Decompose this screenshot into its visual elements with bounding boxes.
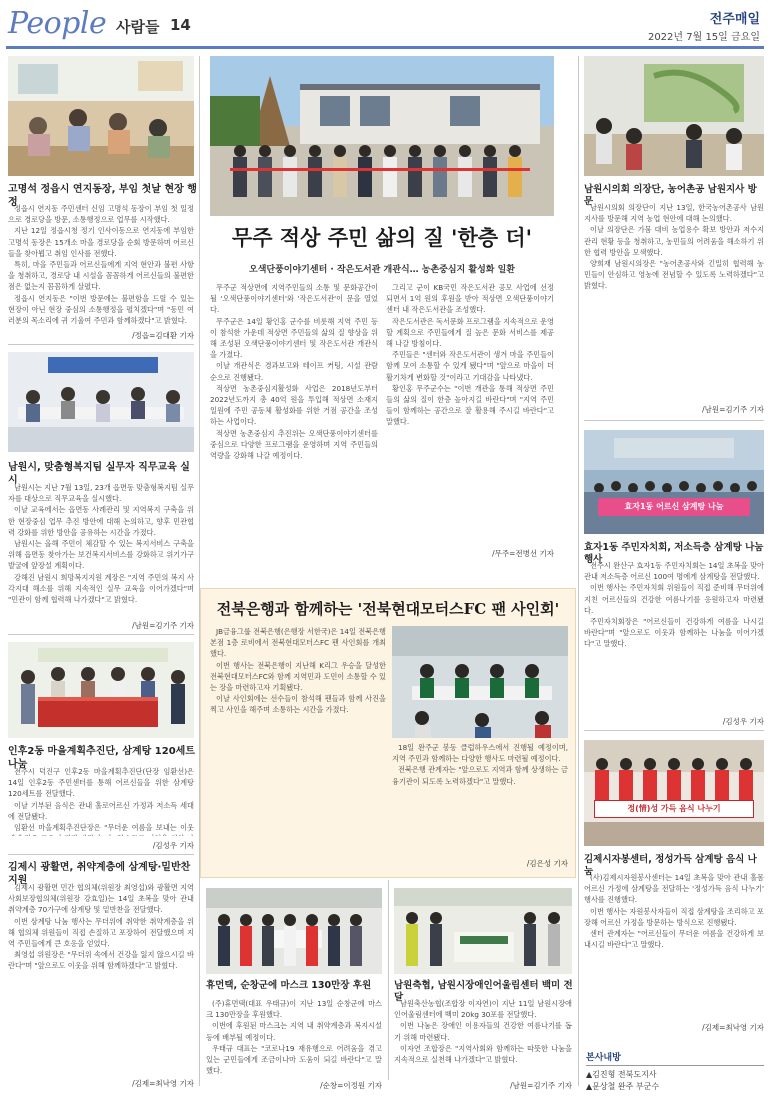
article-byline: /남원=김기주 기자 — [132, 621, 194, 630]
article-photo-elderly-center — [8, 56, 194, 176]
article-body: 전주시 덕진구 인후2동 마을계획추진단(단장 임환선)은 14일 인후2동 주민센터를 통해 어르신들을 위한 삼계탕 120세트를 전달했다. 이날 기부된 음식은 관내 홀로어르신 가정과 저소득 세대에 전달됐다. 임환선 마을계획추진단장은 "무더운 여름을 보내는 이웃 — [8, 767, 194, 833]
article-headline: 남원축협, 남원시장애인어울림센터 백미 전달 — [394, 980, 573, 1003]
column-divider — [388, 880, 389, 1080]
event-banner: 효자1동 어르신 삼계탕 나눔 — [598, 498, 750, 516]
article-photo-training — [8, 352, 194, 452]
column-divider — [199, 56, 200, 1086]
article-byline: /남원=김기주 기자 — [510, 1081, 572, 1090]
article-headline: 휴먼택, 순창군에 마스크 130만장 후원 — [206, 980, 372, 991]
visitors-box — [586, 1050, 764, 1093]
article-byline: /순창=이정원 기자 — [320, 1081, 382, 1090]
page-number: 14 — [170, 16, 191, 34]
article-byline: /김성우 기자 — [152, 841, 194, 850]
main-headline: 무주 적상 주민 삶의 질 '한층 더' — [231, 225, 533, 250]
article-body: (사)김제시자원봉사센터는 14일 초복을 맞아 관내 홀몸어르신 가정에 삼계탕을 전달하는 '정성가득 음식 나누기' 행사를 진행했다. 이번 행사는 자원봉사자들이 직접 삼계탕을 조리하고 포장해 어르신 가정을 방문하는 방식으로 진행됐다. 센터 관계자는 "어르신들이 무더운 여름을 건강하게 보내시길 바란다"고 말했다. — [584, 873, 764, 950]
article-photo-hyoja-event — [584, 430, 764, 534]
article-body: 정읍시 연지동 주민센터 신임 고명석 동장이 부임 첫 일정으로 경로당을 방문, 소통행정으로 업무를 시작했다. 지난 12일 정읍시청 정기 인사이동으로 연지동에 부임한 고명석 동장은 15개소 마을 경로당을 순회 방문하며 어르신들을 찾아뵙고 취임 인사를 전했다. 특히, 마을 주민들과 어르신들에게 지역 현안과 불편 사항을 청취하고, 경로당 내 시설을 꼼꼼하게 어르신들의 불편한 점은 없는지 꼼꼼하게 살폈다. 정읍시 연지동은 "이번 방문에는 불편함을 드릴 수 있는 현장이 아닌 현장 중심의 소통행정을 펼치겠다"며 "동민 여러분의 목소리에 귀 기울여 주민과 함께하겠다"고 밝혔다. — [8, 204, 194, 325]
article-byline: /정읍=김대환 기자 — [132, 331, 194, 340]
feature-body-right: 18일 완주군 봉동 클럽하우스에서 진행될 예정이며, 지역 주민과 함께하는 다양한 행사도 마련될 예정이다. 전북은행 관계자는 "앞으로도 지역과 함께 상생하는 금융기관이 되도록 노력하겠다"고 말했다. — [392, 743, 568, 786]
article-headline: 효자1동 주민자치회, 저소득층 삼계탕 나눔 행사 — [584, 542, 764, 565]
section-title: People — [8, 6, 107, 41]
visitors-label: 본사내방 — [586, 1050, 764, 1066]
article-headline: 인후2동 마을계획추진단, 삼계탕 120세트 나눔 — [8, 746, 195, 770]
article-headline: 남원시, 맞춤형복지팀 실무자 직무교육 실시 — [8, 462, 190, 486]
article-photo-rice-donation — [394, 888, 572, 974]
main-article-body-left: 무주군 적상면에 지역주민들의 소통 및 문화공간이 될 '오색단풍이야기센터'와 '작은도서관'이 문을 열었다. 무주군은 14일 황인홍 군수를 비롯해 지역 주민 등이 참석한 가운데 적상면 주민들의 삶의 질 향상을 위해 조성된 오색단풍이야기센터 및 작은도서관 개관식을 가졌다. 이날 개관식은 경과보고와 테이프 커팅, 시설 관람 순으로 진행됐다. 적상면 농촌중심지활성화 사업은 2018년도부터 2022년도까지 총 40억 원을 투입해 적상면 소재지 일원에 주민 공동체 활성화를 위한 거점 공간을 조성하는 사업이다. 적상면 농촌중심지 추진위는 오색단풍이야기센터를 중심으로 다양한 프로그램을 운영하며 지역 주민들의 역량을 강화해 나갈 예정이다. — [210, 283, 378, 461]
article-byline: /김제=최낙영 기자 — [702, 1023, 764, 1032]
article-photo-gimje-volunteers — [584, 740, 764, 846]
visitor-name: ▲김진형 전북도지사 — [586, 1070, 657, 1079]
section-title-korean: 사람들 — [116, 18, 160, 36]
article-body: 남원시의회 의장단이 지난 13일, 한국농어촌공사 남원지사를 방문해 지역 농업 현안에 대해 논의했다. 이날 의장단은 가뭄 대비 농업용수 확보 방안과 저수지 관리 현황 등을 청취하고, 농민들의 어려움을 해소하기 위한 협력 방안을 모색했다. 양희재 남원시의장은 "농어촌공사와 긴밀히 협력해 농민들이 안심하고 영농에 전념할 수 있도록 노력하겠다"고 밝혔다. — [584, 203, 764, 291]
article-byline: /남원=김기주 기자 — [702, 405, 764, 414]
article-photo-mask-donation — [206, 888, 382, 974]
article-body: 남원시는 지난 7월 13일, 23개 읍면동 맞춤형복지팀 실무자를 대상으로 직무교육을 실시했다. 이날 교육에서는 읍면동 사례관리 및 지역복지 구축을 위한 현장중심 업무 추진 방안에 대해 논의하고, 향후 민관협력 강화를 위한 방안을 공유하는 시간을 가졌다. 남원시는 올해 주민이 체감할 수 있는 복지서비스 구축을 위해 읍면동 찾아가는 보건복지서비스를 강화하고 위기가구 발굴에 앞장설 계획이다. 강해진 남원시 희망복지지원 계장은 "지역 주민의 복지 사각지대 해소를 위해 지속적인 실무 교육을 이어가겠다"며 "민관이 함께 협력해 나가겠다"고 밝혔다. — [8, 483, 194, 605]
main-subheadline: 오색단풍이야기센터 · 작은도서관 개관식… 농촌중심지 활성화 일환 — [249, 265, 515, 275]
article-byline: /김제=최낙영 기자 — [132, 1079, 194, 1088]
article-headline: 고명석 정읍시 연지동장, 부임 첫날 현장 행정 — [8, 184, 197, 208]
visitor-name: ▲문상철 완주 부군수 — [586, 1082, 660, 1091]
article-divider — [8, 854, 194, 855]
article-headline: 김제시자봉센터, 정성가득 삼계탕 음식 나눔 — [584, 854, 757, 877]
article-photo-samgyetang-donation — [8, 642, 194, 738]
article-body: 김제시 광활면 민간 협의체(위원장 최영섭)와 광활면 지역사회보장협의체(위원장 강효일)는 14일 초복을 맞아 관내 취약계층 70가구에 삼계탕 및 밑반찬을 전달했다. 이번 삼계탕 나눔 행사는 무더위에 취약한 취약계층을 위해 협의체 위원들이 직접 손질하고 포장하여 전달했으며 지역 주민들에게 큰 호응을 얻었다. 최영섭 위원장은 "무더위 속에서 건강을 잃지 않으시길 바란다"며 "앞으로도 이웃을 위해 함께하겠다"고 밝혔다. — [8, 883, 194, 971]
article-divider — [8, 634, 194, 635]
main-article-byline: /무주=전병선 기자 — [492, 549, 554, 558]
feature-photo-fan-signing — [392, 626, 568, 738]
article-byline: /김성우 기자 — [722, 717, 764, 726]
article-divider — [8, 344, 194, 345]
masthead-rule — [6, 46, 764, 49]
article-body: 전주시 완산구 효자1동 주민자치회는 14일 초복을 맞아 관내 저소득층 어르신 100여 명에게 삼계탕을 전달했다. 이번 행사는 주민자치회 위원들이 직접 준비해 무더위에 지친 어르신들의 건강한 여름나기를 응원하고자 마련됐다. 주민자치회장은 "어르신들이 건강하게 여름을 나시길 바란다"며 "앞으로도 이웃과 함께하는 나눔을 이어가겠다"고 말했다. — [584, 561, 764, 649]
article-divider — [584, 420, 764, 421]
feature-byline: /김은성 기자 — [526, 859, 568, 868]
feature-body-left: JB금융그룹 전북은행(은행장 서한국)은 14일 전북은행 본점 1층 로비에서 전북현대모터스FC 팬 사인회를 개최했다. 이번 행사는 전북은행이 지난해 K리그 우승을 달성한 전북현대모터스FC와 함께 지역민과 도민이 소통할 수 있는 장을 마련하고자 기획됐다. 이날 사인회에는 선수들이 참석해 팬들과 함께 사진을 찍고 사인을 해주며 소통하는 시간을 가졌다. — [210, 627, 386, 715]
column-divider — [578, 56, 579, 1086]
main-article-body-right: 그리고 군이 KB국민 작은도서관 공모 사업에 선정되면서 1억 원의 후원을 받아 적상면 오색단풍이야기센터 내 작은도서관을 조성했다. 작은도서관은 독서문화 프로그램을 지속적으로 운영할 계획으로 주민들에게 질 높은 문화 서비스를 제공해 나갈 방침이다. 주민들은 "센터와 작은도서관이 생겨 마을 주민들이 함께 모여 소통할 수 있게 됐다"며 "앞으로 마을이 더 활기차게 변화할 것"이라고 기대감을 나타냈다. 황인홍 무주군수는 "이번 개관을 통해 적상면 주민들의 삶의 질이 한층 높아지길 바란다"며 "지역 주민들이 함께하는 공간으로 잘 활용해 주시길 바란다"고 말했다. — [386, 283, 554, 427]
article-headline: 남원시의회 의장단, 농어촌공 남원지사 방문 — [584, 184, 757, 207]
event-banner: 정(情)성 가득 음식 나누기 — [594, 800, 754, 818]
article-body: 남원축산농협(조합장 이자연)이 지난 11일 남원시장애인어울림센터에 백미 20kg 30포를 전달했다. 이번 나눔은 장애인 이용자들의 건강한 여름나기를 돕기 위해 마련됐다. 이자연 조합장은 "지역사회와 함께하는 따뜻한 나눔을 지속적으로 실천해 나가겠다"고 밝혔다. — [394, 999, 572, 1065]
article-divider — [584, 730, 764, 731]
main-article-photo-ribbon-ceremony — [210, 56, 554, 216]
article-headline: 김제시 광활면, 취약계층에 삼계탕·밑반찬 지원 — [8, 862, 191, 886]
newspaper-name: 전주매일 — [709, 12, 760, 27]
article-body: (주)휴먼택(대표 우태규)이 지난 13일 순창군에 마스크 130만장을 후원했다. 이번에 후원된 마스크는 지역 내 취약계층과 복지시설 등에 배부될 예정이다. 우태규 대표는 "코로나19 재유행으로 어려움을 겪고 있는 군민들에게 조금이나마 도움이 되길 바란다"고 말했다. — [206, 999, 382, 1076]
feature-headline: 전북은행과 함께하는 '전북현대모터스FC 팬 사인회' — [216, 600, 560, 618]
masthead — [6, 4, 764, 46]
article-photo-council-visit — [584, 56, 764, 176]
publication-date: 2022년 7월 15일 금요일 — [647, 32, 760, 43]
